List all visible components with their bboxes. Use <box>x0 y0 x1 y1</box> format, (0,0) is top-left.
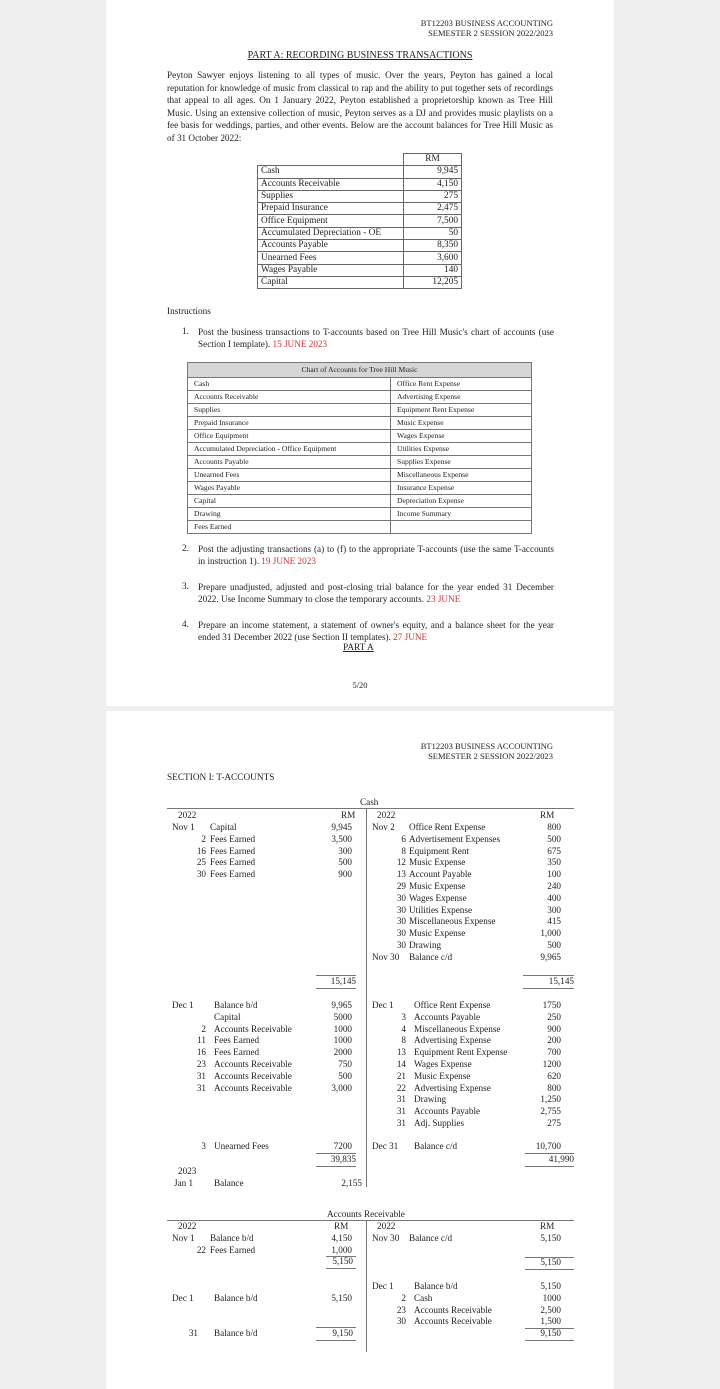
balance-amount: 8,350 <box>404 240 462 252</box>
cash-left-nov-date: 16 <box>196 845 206 856</box>
cash-dec-total-underline-left <box>316 1166 356 1167</box>
cash-right-dec-date: Dec 1 <box>372 1000 394 1010</box>
cash-left-dec-amount: 1000 <box>333 1035 352 1046</box>
cash-left-dec-amount: 3,000 <box>331 1082 352 1093</box>
cash-unearned-label: Unearned Fees <box>214 1141 269 1151</box>
ar-31-underline <box>316 1340 356 1341</box>
balance-row <box>258 203 462 215</box>
ar-left1-label: Fees Earned <box>210 1244 256 1255</box>
coa-left-account: Prepaid Insurance <box>188 417 391 430</box>
balance-amount: 7,500 <box>404 215 462 227</box>
intro-paragraph: Peyton Sawyer enjoys listening to all types of music. Over the years, Peyton has gained a local reputation for knowledge of music from classical to rap and the ability to put together sets of recordings that appeal to all ages. On 1 January 2022, Peyton established a proprietorship known as Tree Hill Music. Using an extensive collection of music, Peyton serves as a DJ and provides music playlists on a fee basis for weddings, parties, and other events. Below are the account balances for Tree Hill Music as of 31 October 2022: <box>167 70 553 143</box>
cash-left-nov-date: 2 <box>201 833 206 844</box>
ar-left1-date: 22 <box>196 1244 206 1255</box>
coa-row <box>188 430 532 443</box>
balance-row <box>258 276 462 288</box>
balance-account: Unearned Fees <box>258 252 404 264</box>
balance-amount: 9,945 <box>404 166 462 178</box>
ar-nov-total-right: 5,150 <box>540 1257 561 1267</box>
cash-right-nov-date: Nov 30 <box>372 951 400 962</box>
cash-right-nov-label: Balance c/d <box>409 951 453 962</box>
instruction-3 <box>198 581 554 605</box>
ar-left1-amount: 1,000 <box>331 1244 352 1255</box>
cash-right-dec-date: 8 <box>401 1035 406 1046</box>
ar-dec1-amount-left: 5,150 <box>331 1293 352 1303</box>
ar-dec1-label-left: Balance b/d <box>214 1293 258 1303</box>
balance-account: Supplies <box>258 190 404 202</box>
cash-nov-total-underline-left <box>316 988 356 989</box>
cash-account-title: Cash <box>360 797 379 807</box>
coa-left-account: Drawing <box>188 508 391 521</box>
cash-right-dec-date: 31 <box>396 1118 406 1128</box>
ar-31-day: 31 <box>188 1328 198 1338</box>
cash-rm-right: RM <box>540 810 555 820</box>
cash-left-dec-amount: 2000 <box>333 1047 352 1058</box>
cash-left-nov-label: Fees Earned <box>210 833 256 844</box>
balance-currency: RM <box>404 154 462 166</box>
cash-right-nov-amount: 800 <box>547 822 561 832</box>
cash-rm-left: RM <box>341 810 356 820</box>
cash-right-dec-amount: 1750 <box>542 1000 561 1010</box>
cash-dec-total-right: 41,990 <box>548 1154 574 1164</box>
instruction-4 <box>198 619 554 643</box>
ar-nov30-amount: 5,150 <box>540 1233 561 1243</box>
instruction-2-text: Post the adjusting transactions (a) to (f) to the appropriate T-accounts (use the same T-accounts in instruction 1). <box>198 544 554 566</box>
cash-right-dec-date: 13 <box>396 1047 406 1058</box>
coa-row <box>188 378 532 391</box>
cash-nov-total-right: 15,145 <box>548 976 574 986</box>
balance-header-row <box>258 154 462 166</box>
cash-left-dec-date: 23 <box>196 1059 206 1069</box>
cash-left-dec-label: Accounts Receivable <box>214 1023 292 1034</box>
cash-nov-total-underline-right <box>523 988 574 989</box>
coa-row <box>188 521 532 534</box>
cash-right-dec-date: 4 <box>401 1023 406 1034</box>
cash-left-dec-label: Fees Earned <box>214 1035 260 1046</box>
ar-right2-date: Dec 1 <box>372 1281 394 1291</box>
instruction-2-number: 2. <box>182 543 189 553</box>
coa-left-account: Fees Earned <box>188 521 391 534</box>
cash-right-nov-label: Music Expense <box>409 928 466 939</box>
coa-right-account: Office Rent Expense <box>391 378 532 391</box>
cash-right-dec-amount: 800 <box>547 1082 561 1093</box>
cash-year-left: 2022 <box>178 810 197 820</box>
balance-row <box>258 252 462 264</box>
balance-amount: 140 <box>404 264 462 276</box>
cash-left-dec-label: Accounts Receivable <box>214 1082 292 1093</box>
cash-right-nov-date: 30 <box>396 904 406 915</box>
page-header-2 <box>421 741 553 761</box>
coa-left-account: Wages Payable <box>188 482 391 495</box>
coa-left-account: Accumulated Depreciation - Office Equipment <box>188 443 391 456</box>
cash-dec31-amount: 10,700 <box>535 1141 561 1151</box>
cash-right-nov-amount: 675 <box>547 845 561 856</box>
cash-right-nov-date: 13 <box>396 869 406 880</box>
cash-right-dec-label: Accounts Payable <box>414 1106 481 1117</box>
page-header <box>421 18 553 38</box>
cash-left-dec-label: Fees Earned <box>214 1047 260 1058</box>
coa-row <box>188 508 532 521</box>
instruction-4-due: 27 JUNE <box>393 632 428 642</box>
ar-31-label: Balance b/d <box>214 1328 258 1338</box>
cash-jan-label: Balance <box>214 1178 244 1188</box>
session-2: SEMESTER 2 SESSION 2022/2023 <box>428 751 553 761</box>
cash-right-dec-label: Music Expense <box>414 1070 471 1081</box>
coa-left-account: Office Equipment <box>188 430 391 443</box>
cash-right-nov-label: Office Rent Expense <box>409 822 486 832</box>
balance-account: Wages Payable <box>258 264 404 276</box>
cash-right-dec-label: Drawing <box>414 1094 447 1105</box>
cash-dec-total-left: 39,835 <box>330 1154 356 1164</box>
balance-row <box>258 190 462 202</box>
cash-right-nov-date: 30 <box>396 916 406 927</box>
cash-right-dec-label: Advertising Expense <box>414 1035 491 1046</box>
session: SEMESTER 2 SESSION 2022/2023 <box>428 28 553 38</box>
balance-account: Accounts Receivable <box>258 178 404 190</box>
cash-right-nov-amount: 1,000 <box>540 928 561 939</box>
cash-right-dec-amount: 275 <box>547 1118 561 1128</box>
part-a-title: PART A: RECORDING BUSINESS TRANSACTIONS <box>247 50 473 61</box>
cash-left-nov-label: Fees Earned <box>210 857 256 868</box>
ar-right2-amount: 1000 <box>542 1292 561 1303</box>
cash-right-nov-label: Drawing <box>409 940 442 950</box>
cash-right-dec-label: Equipment Rent Expense <box>414 1047 508 1058</box>
cash-unearned-day: 3 <box>201 1141 206 1151</box>
cash-left-dec-label: Balance b/d <box>214 1000 258 1010</box>
coa-row <box>188 482 532 495</box>
instruction-1-text: Post the business transactions to T-accounts based on Tree Hill Music's chart of accounts (use Section I template). <box>198 327 554 349</box>
balance-account: Office Equipment <box>258 215 404 227</box>
instruction-4-text: Prepare an income statement, a statement of owner's equity, and a balance sheet for the year ended 31 December 2022 (use Section II templates). <box>198 620 554 642</box>
instruction-3-number: 3. <box>182 581 189 591</box>
coa-right-account: Equipment Rent Expense <box>391 404 532 417</box>
cash-right-nov-label: Music Expense <box>409 881 466 891</box>
instruction-1-number: 1. <box>182 326 189 336</box>
cash-left-dec-amount: 500 <box>338 1070 352 1081</box>
cash-dec31-date: Dec 31 <box>372 1141 399 1151</box>
cash-left-dec-date: 11 <box>197 1035 206 1046</box>
cash-nov-total-left: 15,145 <box>330 976 356 986</box>
cash-left-dec-date: 2 <box>201 1023 206 1034</box>
cash-left-dec-amount: 750 <box>338 1059 352 1069</box>
balance-amount: 50 <box>404 227 462 239</box>
cash-right-nov-label: Miscellaneous Expense <box>409 916 496 927</box>
cash-year-2023: 2023 <box>178 1166 197 1176</box>
coa-right-account: Insurance Expense <box>391 482 532 495</box>
cash-year-right: 2022 <box>377 810 396 820</box>
balance-row <box>258 166 462 178</box>
cash-divider <box>366 808 367 1187</box>
ar-right2-amount: 1,500 <box>540 1316 561 1327</box>
balance-row <box>258 240 462 252</box>
cash-right-nov-amount: 350 <box>547 857 561 868</box>
coa-row <box>188 391 532 404</box>
coa-right-account: Music Expense <box>391 417 532 430</box>
cash-right-dec-amount: 700 <box>547 1047 561 1058</box>
ar-left1-label: Balance b/d <box>210 1233 254 1243</box>
ar-nov-total-underline-right <box>525 1269 574 1270</box>
ar-nov-total-left: 5,150 <box>332 1256 353 1266</box>
cash-right-dec-amount: 2,755 <box>540 1106 561 1117</box>
cash-left-nov-amount: 9,945 <box>331 822 352 832</box>
ar-nov30-label: Balance c/d <box>409 1233 453 1243</box>
cash-left-nov-amount: 900 <box>338 869 352 880</box>
cash-left-nov-label: Fees Earned <box>210 845 256 856</box>
cash-right-nov-amount: 300 <box>547 904 561 915</box>
ar-right2-amount: 5,150 <box>540 1281 561 1291</box>
ar-nov30-date: Nov 30 <box>372 1233 400 1243</box>
ar-right2-label: Balance b/d <box>414 1281 458 1291</box>
cash-right-dec-amount: 200 <box>547 1035 561 1046</box>
cash-right-nov-date: Nov 2 <box>372 822 395 832</box>
cash-right-nov-date: 29 <box>396 881 406 891</box>
cash-right-nov-label: Utilities Expense <box>409 904 473 915</box>
ar-top-rule <box>167 1220 574 1221</box>
cash-left-nov-label: Fees Earned <box>210 869 256 880</box>
ar-31-amount: 9,150 <box>332 1328 353 1338</box>
cash-right-nov-label: Equipment Rent <box>409 845 469 856</box>
coa-left-account: Accounts Receivable <box>188 391 391 404</box>
balance-account: Accumulated Depreciation - OE <box>258 227 404 239</box>
balance-account: Capital <box>258 276 404 288</box>
course-code-2: BT12203 BUSINESS ACCOUNTING <box>420 741 553 751</box>
cash-left-dec-date: 31 <box>196 1070 206 1081</box>
coa-row <box>188 469 532 482</box>
cash-right-dec-label: Advertising Expense <box>414 1082 491 1093</box>
cash-right-nov-amount: 415 <box>547 916 561 927</box>
cash-left-dec-label: Accounts Receivable <box>214 1059 292 1069</box>
cash-right-dec-date: 21 <box>396 1070 406 1081</box>
cash-dec-total-underline-right <box>525 1166 574 1167</box>
cash-right-nov-date: 30 <box>396 928 406 939</box>
cash-right-nov-amount: 9,965 <box>540 951 561 962</box>
coa-left-account: Accounts Payable <box>188 456 391 469</box>
cash-right-nov-amount: 240 <box>547 881 561 891</box>
coa-right-account <box>391 521 532 534</box>
part-a-link[interactable]: PART A <box>343 643 374 653</box>
instruction-4-number: 4. <box>182 619 189 629</box>
coa-right-account: Advertising Expense <box>391 391 532 404</box>
ar-right2-date: 23 <box>396 1304 406 1315</box>
coa-right-account: Wages Expense <box>391 430 532 443</box>
ar-dec1-date-left: Dec 1 <box>172 1293 194 1303</box>
ar-right2-label: Accounts Receivable <box>414 1304 492 1315</box>
cash-left-nov-date: 30 <box>196 869 206 880</box>
cash-left-nov-amount: 300 <box>338 845 352 856</box>
cash-left-dec-amount: 9,965 <box>331 1000 352 1010</box>
instruction-1 <box>198 326 554 350</box>
cash-jan-amount: 2,155 <box>341 1178 362 1188</box>
balance-row <box>258 215 462 227</box>
balance-row <box>258 178 462 190</box>
cash-left-nov-amount: 3,500 <box>331 833 352 844</box>
balance-header-blank <box>258 154 404 166</box>
cash-right-dec-date: 3 <box>401 1011 406 1022</box>
cash-left-dec-date: 16 <box>196 1047 206 1058</box>
ar-rm-left: RM <box>334 1221 349 1231</box>
balance-account: Accounts Payable <box>258 240 404 252</box>
cash-right-nov-amount: 100 <box>547 869 561 880</box>
cash-right-nov-date: 12 <box>396 857 406 868</box>
ar-dec-total-underline-right <box>525 1340 574 1341</box>
cash-unearned-amount: 7200 <box>333 1141 352 1151</box>
cash-right-dec-label: Office Rent Expense <box>414 1000 491 1010</box>
cash-right-nov-amount: 500 <box>547 940 561 950</box>
cash-left-dec-label: Capital <box>214 1011 241 1022</box>
coa-row <box>188 404 532 417</box>
coa-left-account: Supplies <box>188 404 391 417</box>
ar-year-right: 2022 <box>377 1221 396 1231</box>
cash-right-nov-date: 30 <box>396 892 406 903</box>
cash-right-dec-date: 31 <box>396 1106 406 1117</box>
instruction-1-due: 15 JUNE 2023 <box>272 339 328 349</box>
balance-account: Cash <box>258 166 404 178</box>
cash-right-dec-label: Accounts Payable <box>414 1011 481 1022</box>
cash-right-nov-amount: 500 <box>547 833 561 844</box>
coa-right-account: Utilities Expense <box>391 443 532 456</box>
section-1-title: SECTION I: T-ACCOUNTS <box>167 773 275 783</box>
instruction-2-due: 19 JUNE 2023 <box>261 556 316 566</box>
instruction-3-due: 23 JUNE <box>426 594 461 604</box>
cash-right-dec-label: Wages Expense <box>414 1059 472 1069</box>
page-2 <box>106 711 614 1389</box>
balance-amount: 275 <box>404 190 462 202</box>
cash-right-dec-amount: 1,250 <box>540 1094 561 1105</box>
cash-left-dec-amount: 5000 <box>333 1011 352 1022</box>
cash-right-nov-label: Advertisement Expenses <box>409 833 501 844</box>
coa-left-account: Capital <box>188 495 391 508</box>
ar-right2-amount: 2,500 <box>540 1304 561 1315</box>
ar-rm-right: RM <box>540 1221 555 1231</box>
cash-right-dec-label: Miscellaneous Expense <box>414 1023 501 1034</box>
cash-right-dec-amount: 900 <box>547 1023 561 1034</box>
ar-left1-amount: 4,150 <box>331 1233 352 1243</box>
ar-nov-total-underline-left <box>326 1268 356 1269</box>
balance-amount: 3,600 <box>404 252 462 264</box>
cash-right-dec-amount: 620 <box>547 1070 561 1081</box>
balance-row <box>258 227 462 239</box>
cash-left-dec-label: Accounts Receivable <box>214 1070 292 1081</box>
coa-row <box>188 417 532 430</box>
cash-top-rule <box>167 808 574 809</box>
coa-row <box>188 495 532 508</box>
cash-left-dec-date: Dec 1 <box>172 1000 194 1010</box>
balance-account: Prepaid Insurance <box>258 203 404 215</box>
coa-left-account: Cash <box>188 378 391 391</box>
course-code: BT12203 BUSINESS ACCOUNTING <box>420 18 553 28</box>
chart-of-accounts-title: Chart of Accounts for Tree Hill Music <box>188 363 532 378</box>
cash-right-nov-date: 8 <box>401 845 406 856</box>
instructions-heading: Instructions <box>167 307 211 317</box>
ar-year-left: 2022 <box>178 1221 197 1231</box>
cash-left-nov-date: 25 <box>196 857 206 868</box>
balance-amount: 12,205 <box>404 276 462 288</box>
ar-right2-label: Accounts Receivable <box>414 1316 492 1327</box>
cash-right-nov-date: 6 <box>401 833 406 844</box>
cash-left-dec-date: 31 <box>196 1082 206 1093</box>
coa-row <box>188 456 532 469</box>
ar-right2-label: Cash <box>414 1292 433 1303</box>
page-number: 5/20 <box>352 680 368 690</box>
cash-right-nov-label: Wages Expense <box>409 892 467 903</box>
cash-right-nov-amount: 400 <box>547 892 561 903</box>
coa-right-account: Supplies Expense <box>391 456 532 469</box>
coa-right-account: Depreciation Expense <box>391 495 532 508</box>
balance-row <box>258 264 462 276</box>
cash-dec31-label: Balance c/d <box>414 1141 458 1151</box>
ar-dec-total-right: 9,150 <box>540 1328 561 1338</box>
ar-right2-date: 2 <box>401 1292 406 1303</box>
cash-right-nov-label: Music Expense <box>409 857 466 868</box>
cash-left-nov-amount: 500 <box>338 857 352 868</box>
ar-account-title: Accounts Receivable <box>327 1209 405 1219</box>
cash-right-dec-label: Adj. Supplies <box>414 1118 465 1128</box>
balance-table <box>257 153 462 289</box>
ar-left1-date: Nov 1 <box>172 1233 195 1243</box>
cash-right-nov-label: Account Payable <box>409 869 472 880</box>
ar-right2-date: 30 <box>396 1316 406 1327</box>
cash-right-dec-date: 14 <box>396 1059 406 1069</box>
cash-left-nov-label: Capital <box>210 822 237 832</box>
balance-amount: 4,150 <box>404 178 462 190</box>
cash-left-nov-date: Nov 1 <box>172 822 195 832</box>
coa-left-account: Unearned Fees <box>188 469 391 482</box>
cash-right-dec-date: 22 <box>396 1082 406 1093</box>
cash-jan-date: Jan 1 <box>174 1178 194 1188</box>
instruction-2 <box>198 543 554 567</box>
cash-right-dec-amount: 250 <box>547 1011 561 1022</box>
cash-left-dec-amount: 1000 <box>333 1023 352 1034</box>
chart-of-accounts-table <box>187 362 532 534</box>
coa-right-account: Miscellaneous Expense <box>391 469 532 482</box>
cash-right-nov-date: 30 <box>396 940 406 950</box>
page-1 <box>106 0 614 706</box>
cash-right-dec-amount: 1200 <box>542 1059 561 1069</box>
instruction-3-text: Prepare unadjusted, adjusted and post-closing trial balance for the year ended 31 December 2022. Use Income Summary to close the temporary accounts. <box>198 582 554 604</box>
ar-divider <box>366 1220 367 1352</box>
coa-right-account: Income Summary <box>391 508 532 521</box>
balance-amount: 2,475 <box>404 203 462 215</box>
coa-row <box>188 443 532 456</box>
cash-right-dec-date: 31 <box>396 1094 406 1105</box>
